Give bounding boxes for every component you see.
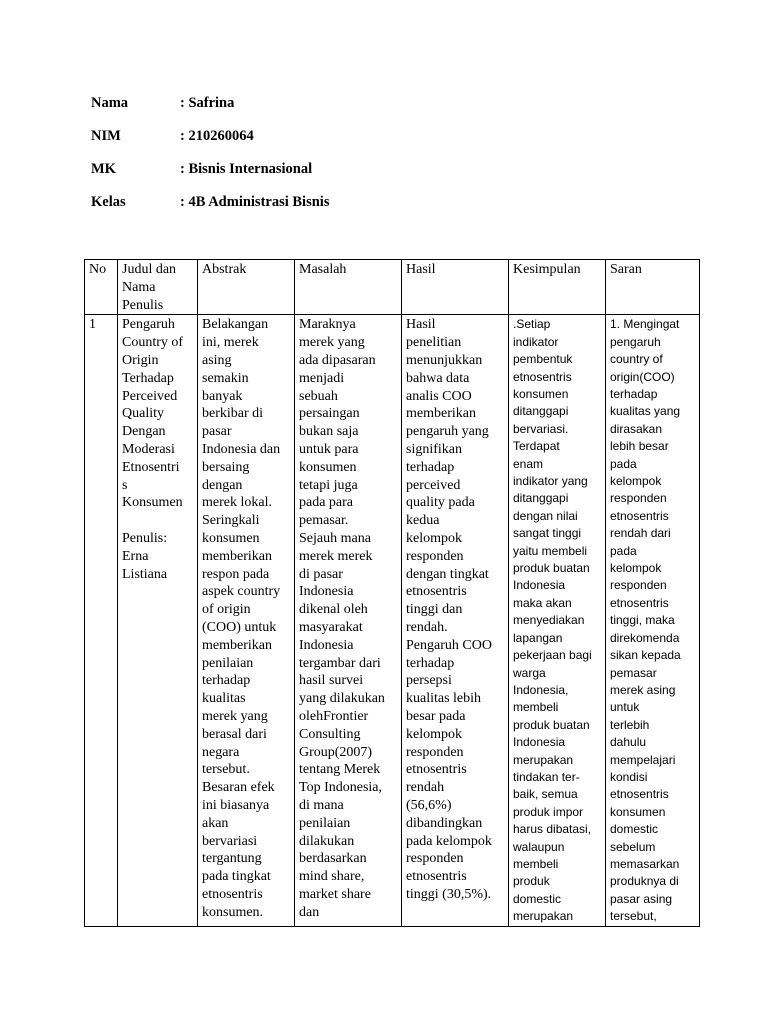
- header-cell-hasil: [402, 260, 509, 315]
- header-cell-saran: [606, 260, 700, 315]
- abstrak-text: Belakangan ini, merek asing semakin banyak berkibar di pasar Indonesia dan bersaing dengan merek lokal. Seringkali konsumen memberikan respon pada aspek country of origin (COO) untuk memberikan penilaian terhadap kualitas merek yang berasal dari negara tersebut. Besaran efek ini biasanya akan bervariasi tergantung pada tingkat etnosentris konsumen.: [202, 317, 281, 920]
- header-cell-abstrak: [198, 260, 295, 315]
- judul-text: Pengaruh Country of Origin Terhadap Perceived Quality Dengan Moderasi Etnosentri s Konsumen Penulis: Erna Listiana: [122, 317, 184, 582]
- kesimpulan-text: .Setiap indikator pembentuk etnosentris konsumen ditanggapi bervariasi. Terdapat enam indikator yang ditanggapi dengan nilai sangat tinggi yaitu membeli produk buatan Indonesia maka akan menyediakan lapangan pekerjaan bagi warga Indonesia, membeli produk buatan Indonesia merupakan tindakan ter- baik, semua produk impor harus dibatasi, walaupun membeli produk domestic merupakan: [513, 317, 592, 924]
- header-judul-text: Judul dan Nama Penulis: [122, 262, 177, 313]
- kelas-label: Kelas: [91, 194, 126, 210]
- header-cell-masalah: [295, 260, 402, 315]
- header-cell-judul: [118, 260, 198, 315]
- cell-no: [85, 315, 118, 926]
- header-cell-kesimpulan: [509, 260, 606, 315]
- nama-label: Nama: [91, 95, 129, 111]
- header-abstrak-text: Abstrak: [202, 262, 247, 277]
- hasil-text: Hasil penelitian menunjukkan bahwa data analis COO memberikan pengaruh yang signifikan terhadap perceived quality pada kedua kelompok responden dengan tingkat etnosentris tinggi dan rendah. Pengaruh COO terhadap persepsi kualitas lebih besar pada kelompok responden etnosentris rendah (56,6%) dibandingkan pada kelompok responden etnosentris tinggi (30,5%).: [406, 317, 492, 902]
- masalah-text: Maraknya merek yang ada dipasaran menjadi sebuah persaingan bukan saja untuk para konsumen tetapi juga pada para pemasar. Sejauh mana merek merek di pasar Indonesia dikenal oleh masyarakat Indonesia tergambar dari hasil survei yang dilakukan olehFrontier Consulting Group(2007) tentang Merek Top Indonesia, di mana penilaian dilakukan berdasarkan mind share, market share dan: [299, 317, 385, 920]
- cell-hasil: [402, 315, 509, 926]
- header-masalah-text: Masalah: [299, 262, 347, 277]
- kelas-value: : 4B Administrasi Bisnis: [180, 194, 330, 210]
- header-cell-no: [85, 260, 118, 315]
- header-kesimpulan-text: Kesimpulan: [513, 262, 581, 277]
- mk-label: MK: [91, 161, 116, 177]
- header-saran-text: Saran: [610, 262, 642, 277]
- nama-value: : Safrina: [180, 95, 235, 111]
- cell-masalah: [295, 315, 402, 926]
- mk-value: : Bisnis Internasional: [180, 161, 313, 177]
- nim-label: NIM: [91, 128, 121, 144]
- journal-review-table: [84, 259, 700, 927]
- no-text: 1: [89, 317, 96, 333]
- header-no-text: No: [89, 262, 107, 277]
- cell-kesimpulan: [509, 315, 606, 926]
- cell-saran: [606, 315, 700, 926]
- cell-judul: [118, 315, 198, 926]
- table-header-row: [85, 260, 700, 315]
- header-hasil-text: Hasil: [406, 262, 436, 277]
- nim-value: : 210260064: [180, 128, 254, 144]
- table-row: [85, 315, 700, 926]
- saran-text: 1. Mengingat pengaruh country of origin(COO) terhadap kualitas yang dirasakan lebih besar pada kelompok responden etnosentris rendah dari pada kelompok responden etnosentris tinggi, maka direkomenda sikan kepada pemasar merek asing untuk terlebih dahulu mempelajari kondisi etnosentris konsumen domestic sebelum memasarkan produknya di pasar asing tersebut,: [610, 317, 681, 924]
- cell-abstrak: [198, 315, 295, 926]
